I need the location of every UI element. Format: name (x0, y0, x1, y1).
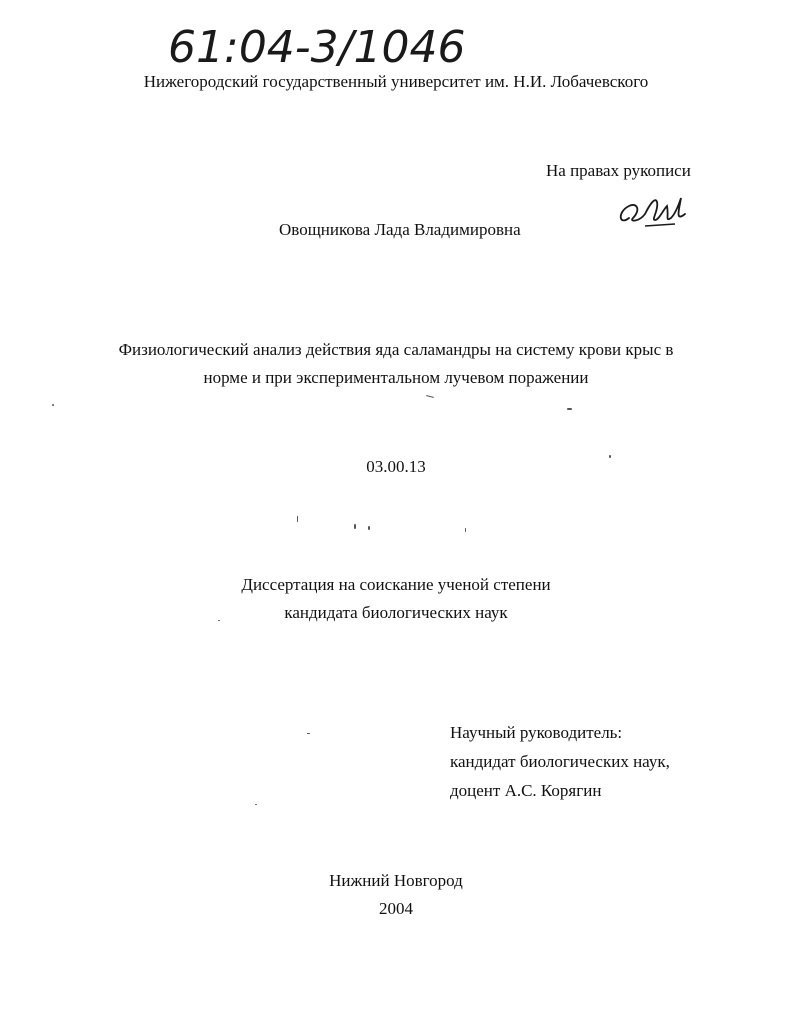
degree-line-2: кандидата биологических наук (284, 603, 508, 622)
degree-line-1: Диссертация на соискание ученой степени (241, 575, 551, 594)
specialty-code: 03.00.13 (366, 457, 426, 476)
author-name: Овощникова Лада Владимировна (279, 220, 521, 239)
handwritten-code-text: 61:04-3/1046 (168, 22, 466, 73)
handwritten-archive-code (160, 14, 480, 74)
scan-speck (218, 620, 220, 621)
supervisor-heading: Научный руководитель: (450, 723, 623, 742)
supervisor-name: доцент А.С. Корягин (450, 781, 602, 800)
title-line-2: норме и при экспериментальном лучевом поражении (203, 368, 589, 387)
title-line-1: Физиологический анализ действия яда саламандры на систему крови крыс в (118, 340, 674, 359)
scan-speck (354, 524, 356, 529)
scan-speck (255, 804, 257, 805)
scan-speck (567, 408, 572, 410)
rights-note: На правах рукописи (546, 161, 691, 180)
scan-speck (609, 455, 611, 458)
city: Нижний Новгород (329, 871, 463, 890)
scan-speck (297, 516, 298, 522)
scan-speck (52, 404, 54, 406)
university-name: Нижегородский государственный университет им. Н.И. Лобачевского (143, 72, 649, 91)
year: 2004 (379, 899, 413, 918)
scan-speck (465, 528, 466, 532)
scan-speck (307, 733, 310, 734)
scan-speck (368, 526, 370, 530)
supervisor-degree: кандидат биологических наук, (450, 752, 670, 771)
scan-speck (426, 395, 434, 398)
signature-mark (615, 192, 695, 232)
